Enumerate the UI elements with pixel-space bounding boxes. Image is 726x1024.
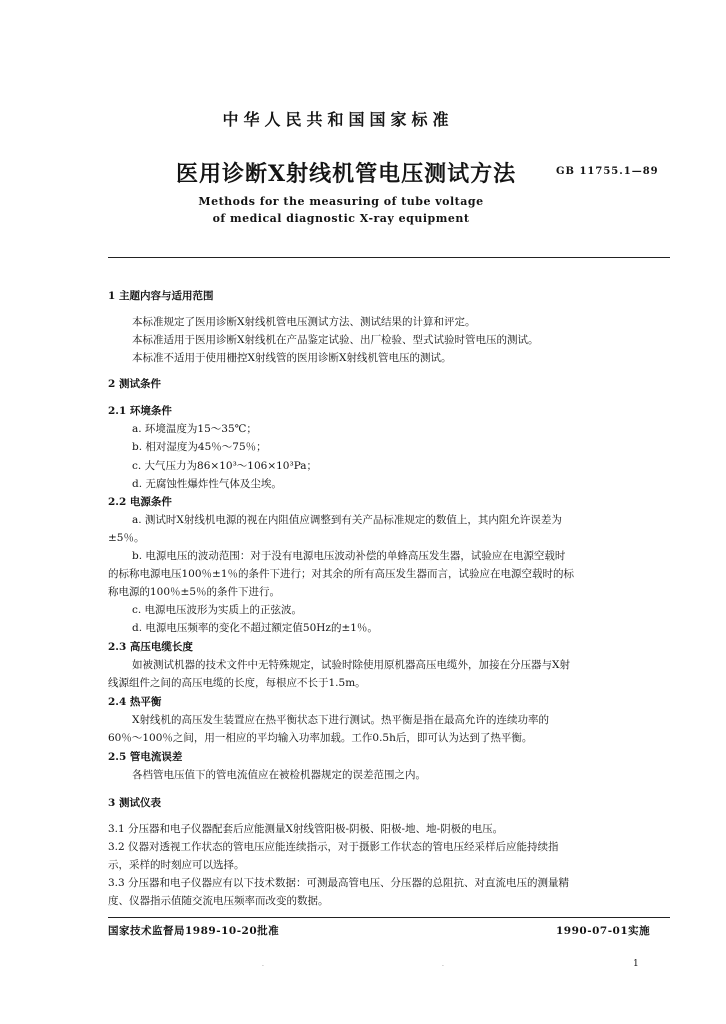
paragraph-line: 线源组件之间的高压电缆的长度，每根应不长于1.5m。: [108, 677, 366, 689]
paragraph-line: 60％～100％之间，用一相应的平均输入功率加载。工作0.5h后，即可认为达到了热平衡。: [108, 732, 533, 744]
page-number: 1: [633, 959, 639, 969]
paragraph-line: 本标准不适用于使用栅控X射线管的医用诊断X射线机管电压的测试。: [132, 352, 452, 364]
paragraph-line: 度、仪器指示值随交流电压频率而改变的数据。: [108, 895, 329, 907]
list-item: b. 电源电压的波动范围：对于没有电源电压波动补偿的单蜂高压发生器，试验应在电源空载时: [132, 550, 566, 562]
paragraph-line: 3.3 分压器和电子仪器应有以下技术数据：可测最高管电压、分压器的总阻抗、对直流电压的测量精: [108, 877, 570, 889]
section-heading: 1 主题内容与适用范围: [108, 290, 214, 302]
list-item: d. 无腐蚀性爆炸性气体及尘埃。: [132, 478, 282, 490]
footer-rule: [108, 917, 670, 918]
paragraph-line: 的标称电源电压100％±1％的条件下进行；对其余的所有高压发生器而言，试验应在电源空载时的标: [108, 568, 575, 580]
paragraph-line: ±5％。: [108, 532, 145, 544]
paragraph-line: 本标准规定了医用诊断X射线机管电压测试方法、测试结果的计算和评定。: [132, 316, 476, 328]
implementation-date: 1990-07-01实施: [556, 925, 651, 937]
subsection-heading: 2.4 热平衡: [108, 696, 162, 708]
subsection-heading: 2.2 电源条件: [108, 496, 172, 508]
header-rule: [108, 257, 670, 258]
scan-speck: ·: [262, 963, 264, 970]
list-item: b. 相对湿度为45％～75％；: [132, 441, 267, 453]
scan-speck: ·: [442, 963, 444, 970]
standard-code: GB 11755.1—89: [556, 166, 659, 177]
list-item: c. 电源电压波形为实质上的正弦波。: [132, 604, 303, 616]
list-item: c. 大气压力为86×10³～106×10³Pa；: [132, 460, 318, 472]
paragraph-line: X射线机的高压发生装置应在热平衡状态下进行测试。热平衡是指在最高允许的连续功率的: [132, 714, 549, 726]
standard-label: 中华人民共和国国家标准: [222, 110, 454, 129]
document-title-en-line2: of medical diagnostic X-ray equipment: [212, 212, 470, 225]
paragraph-line: 3.1 分压器和电子仪器配套后应能测量X射线管阳极-阴极、阳极-地、地-阴极的电压。: [108, 823, 504, 835]
subsection-heading: 2.3 高压电缆长度: [108, 641, 193, 653]
list-item: d. 电源电压频率的变化不超过额定值50Hz的±1％。: [132, 622, 378, 634]
paragraph-line: 示，采样的时刻应可以选择。: [108, 859, 245, 871]
paragraph-line: 如被测试机器的技术文件中无特殊规定，试验时除使用原机器高压电缆外，加接在分压器与X射: [132, 659, 570, 671]
section-heading: 3 测试仪表: [108, 797, 161, 809]
paragraph-line: 各档管电压值下的管电流值应在被检机器规定的误差范围之内。: [132, 769, 426, 781]
paragraph-line: 称电源的100％±5％的条件下进行。: [108, 586, 281, 598]
section-heading: 2 测试条件: [108, 378, 161, 390]
document-title-cn: 医用诊断X射线机管电压测试方法: [176, 161, 517, 187]
paragraph-line: 3.2 仪器对透视工作状态的管电压应能连续指示，对于摄影工作状态的管电压经采样后应能持续指: [108, 841, 559, 853]
list-item: a. 环境温度为15～35℃；: [132, 423, 257, 435]
paragraph-line: 本标准适用于医用诊断X射线机在产品鉴定试验、出厂检验、型式试验时管电压的测试。: [132, 334, 539, 346]
document-title-en-line1: Methods for the measuring of tube voltage: [198, 195, 484, 208]
subsection-heading: 2.5 管电流误差: [108, 751, 183, 763]
subsection-heading: 2.1 环境条件: [108, 405, 172, 417]
approval-note: 国家技术监督局1989-10-20批准: [108, 925, 280, 937]
list-item: a. 测试时X射线机电源的视在内阻值应调整到有关产品标准规定的数值上，其内阻允许误差为: [132, 514, 562, 526]
